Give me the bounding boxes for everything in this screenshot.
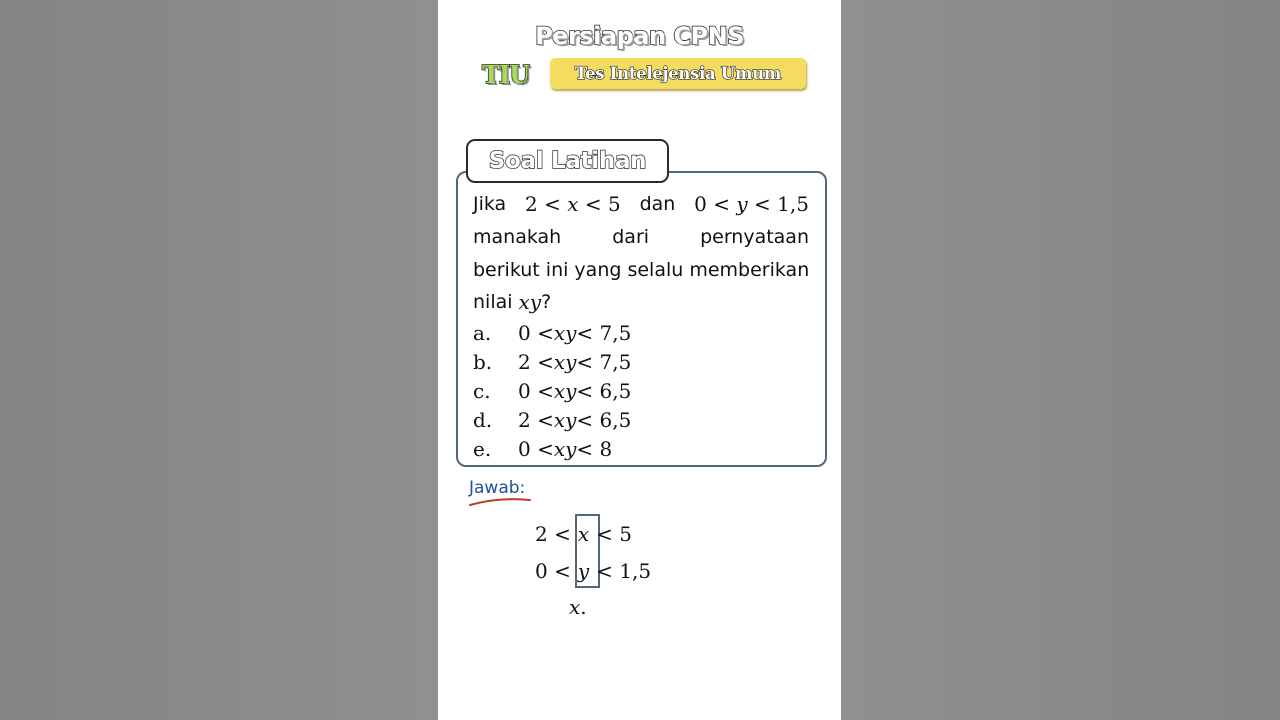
tiu-label: TIU xyxy=(482,60,530,89)
option-e[interactable]: e. 0 < xy < 8 xyxy=(473,437,613,461)
question-math: 0 < y < 1,5 xyxy=(694,192,809,216)
question-line-4 xyxy=(473,287,809,317)
question-line-1 xyxy=(473,189,809,219)
question-variable: xy xyxy=(518,290,542,314)
question-word: dari xyxy=(612,226,650,248)
subtitle-banner xyxy=(550,58,806,89)
answer-label: Jawab: xyxy=(469,478,526,498)
left-background xyxy=(0,0,438,720)
answer-underline xyxy=(468,496,532,508)
content-panel xyxy=(438,0,841,720)
option-b[interactable]: b. 2 < xy < 7,5 xyxy=(473,350,632,374)
tab-label: Soal Latihan xyxy=(488,148,647,174)
subtitle-text: Tes Intelejensia Umum xyxy=(575,64,781,83)
right-background xyxy=(841,0,1280,720)
answer-line-3: x . xyxy=(569,595,587,619)
question-word: dan xyxy=(639,193,676,215)
option-c[interactable]: c. 0 < xy < 6,5 xyxy=(473,379,632,403)
question-word: Jika xyxy=(473,193,507,215)
option-a[interactable]: a. 0 < xy < 7,5 xyxy=(473,321,632,345)
page-title: Persiapan CPNS xyxy=(535,22,744,50)
question-line-2 xyxy=(473,222,809,252)
question-word: pernyataan xyxy=(700,226,809,248)
question-text: berikut ini yang selalu memberikan xyxy=(473,259,810,281)
question-word: nilai xyxy=(473,291,513,313)
question-math: 2 < x < 5 xyxy=(525,192,621,216)
question-line-3 xyxy=(473,255,809,285)
question-tab xyxy=(466,139,669,183)
answer-line-2: 0 < y < 1,5 xyxy=(535,559,652,583)
answer-line-1: 2 < x < 5 xyxy=(535,522,632,546)
question-word: manakah xyxy=(473,226,562,248)
option-d[interactable]: d. 2 < xy < 6,5 xyxy=(473,408,632,432)
question-mark: ? xyxy=(541,291,552,313)
